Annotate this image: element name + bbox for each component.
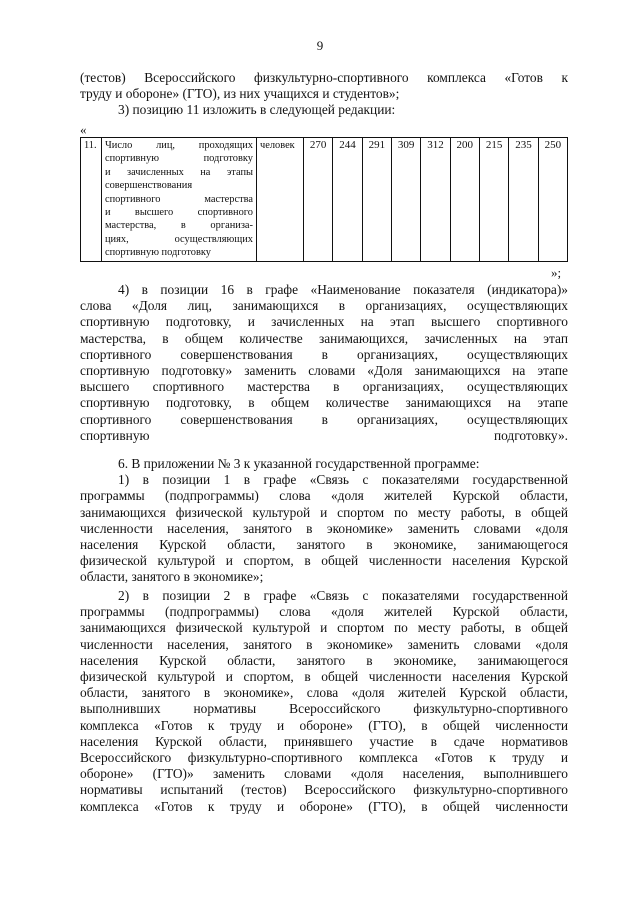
text-line: Всероссийского физкультурно-спортивного комплекса «Готов к труду и	[80, 750, 568, 766]
text-line: 3) позицию 11 изложить в следующей редакции:	[118, 102, 396, 118]
value-cell: 250	[538, 138, 567, 262]
text-line: комплекса «Готов к труду и обороне» (ГТО), в общей численности	[80, 798, 568, 814]
item-4-paragraph	[80, 282, 568, 444]
text-line: 6. В приложении № 3 к указанной государственной программе:	[118, 456, 480, 471]
text-line: (тестов) Всероссийского физкультурно-спортивного комплекса «Готов к	[80, 70, 568, 85]
unit-cell: человек	[257, 138, 304, 262]
value-cell: 235	[509, 138, 538, 262]
text-line: комплекса «Готов к труду и обороне» (ГТО), в общей численности	[80, 717, 568, 733]
text-line: выполнивших нормативы Всероссийского физкультурно-спортивного	[80, 701, 568, 717]
text-line: области, занятого в экономике»;	[80, 569, 264, 585]
page-number: 9	[316, 38, 324, 53]
text-line: 2) в позиции 2 в графе «Связь с показателями государственной	[118, 588, 568, 603]
cell-line: спортивную подготовку	[105, 153, 253, 165]
text-line: высшего спортивного мастерства в организациях, осуществляющих	[80, 379, 568, 395]
text-line: 4) в позиции 16 в графе «Наименование показателя (индикатора)»	[118, 282, 568, 297]
text-line: мастерства, в общем количестве занимающихся, зачисленных на этап	[80, 330, 568, 346]
text-line: обороне» (ГТО)» заменить словами «доля населения, выполнившего	[80, 766, 568, 782]
text-line: занимающихся физической культурой и спортом по месту работы, в общей	[80, 504, 568, 520]
value-cell: 215	[479, 138, 508, 262]
intro-paragraph	[80, 70, 568, 119]
cell-line: мастерства, в организа-	[105, 220, 253, 232]
text-line: занимающихся физической культурой и спортом по месту работы, в общей	[80, 620, 568, 636]
cell-line: спортивную подготовку	[105, 247, 211, 259]
row-number-cell: 11.	[81, 138, 102, 262]
value-cell: 291	[362, 138, 391, 262]
closing-quote: »;	[551, 265, 562, 280]
text-line: труду и обороне» (ГТО), из них учащихся и студентов»;	[80, 86, 400, 102]
text-line: спортивную подготовку, и зачисленных на этап высшего спортивного	[80, 314, 568, 330]
text-line: населения Курской области, занятого в экономике, занимающегося	[80, 537, 568, 553]
text-line: численности населения, занятого в экономике» заменить словами «доля	[80, 520, 568, 536]
value-cell: 200	[450, 138, 479, 262]
text-line: области, занятого в экономике», слова «доля жителей Курской области,	[80, 685, 568, 701]
cell-line: циях, осуществляющих	[105, 233, 253, 245]
cell-line: Число лиц, проходящих	[105, 140, 253, 151]
cell-line: совершенствования	[105, 180, 193, 192]
cell-line: спортивного мастерства	[105, 193, 253, 205]
text-line: 1) в позиции 1 в графе «Связь с показателями государственной	[118, 472, 568, 488]
section-6-paragraph	[80, 456, 568, 586]
text-line: нормативы испытаний (тестов) Всероссийского физкультурно-спортивного	[80, 782, 568, 798]
text-line: спортивную подготовку» заменить словами «Доля занимающихся на этапе	[80, 363, 568, 379]
text-line: слова «Доля лиц, занимающихся в организациях, осуществляющих	[80, 298, 568, 314]
text-line: физической культурой и спортом, в общей численности населения Курской	[80, 553, 568, 569]
value-cell: 244	[333, 138, 362, 262]
text-line: населения Курской области, принявшего участие в сдаче нормативов	[80, 733, 568, 749]
opening-quote: «	[80, 122, 87, 137]
item-2-paragraph	[80, 588, 568, 815]
cell-line: и зачисленных на этапы	[105, 166, 253, 178]
text-line: населения Курской области, занятого в экономике, занимающегося	[80, 652, 568, 668]
text-line: программы (подпрограммы) слова «доля жителей Курской области,	[80, 488, 568, 504]
text-line: спортивного совершенствования в организациях, осуществляющих	[80, 346, 568, 362]
text-line: спортивного совершенствования в организациях, осуществляющих	[80, 411, 568, 427]
indicator-table	[80, 137, 568, 262]
text-line: спортивную подготовку, в общем количестве занимающихся на этапе	[80, 395, 568, 411]
value-cell: 309	[391, 138, 420, 262]
text-line: программы (подпрограммы) слова «доля жителей Курской области,	[80, 604, 568, 620]
cell-line: и высшего спортивного	[105, 207, 253, 219]
text-line: физической культурой и спортом, в общей численности населения Курской	[80, 669, 568, 685]
value-cell: 312	[421, 138, 450, 262]
table-row	[81, 138, 568, 262]
text-line: численности населения, занятого в экономике» заменить словами «доля	[80, 636, 568, 652]
indicator-name-cell	[102, 138, 257, 262]
value-cell: 270	[304, 138, 333, 262]
text-line: спортивную подготовку».	[80, 427, 568, 443]
